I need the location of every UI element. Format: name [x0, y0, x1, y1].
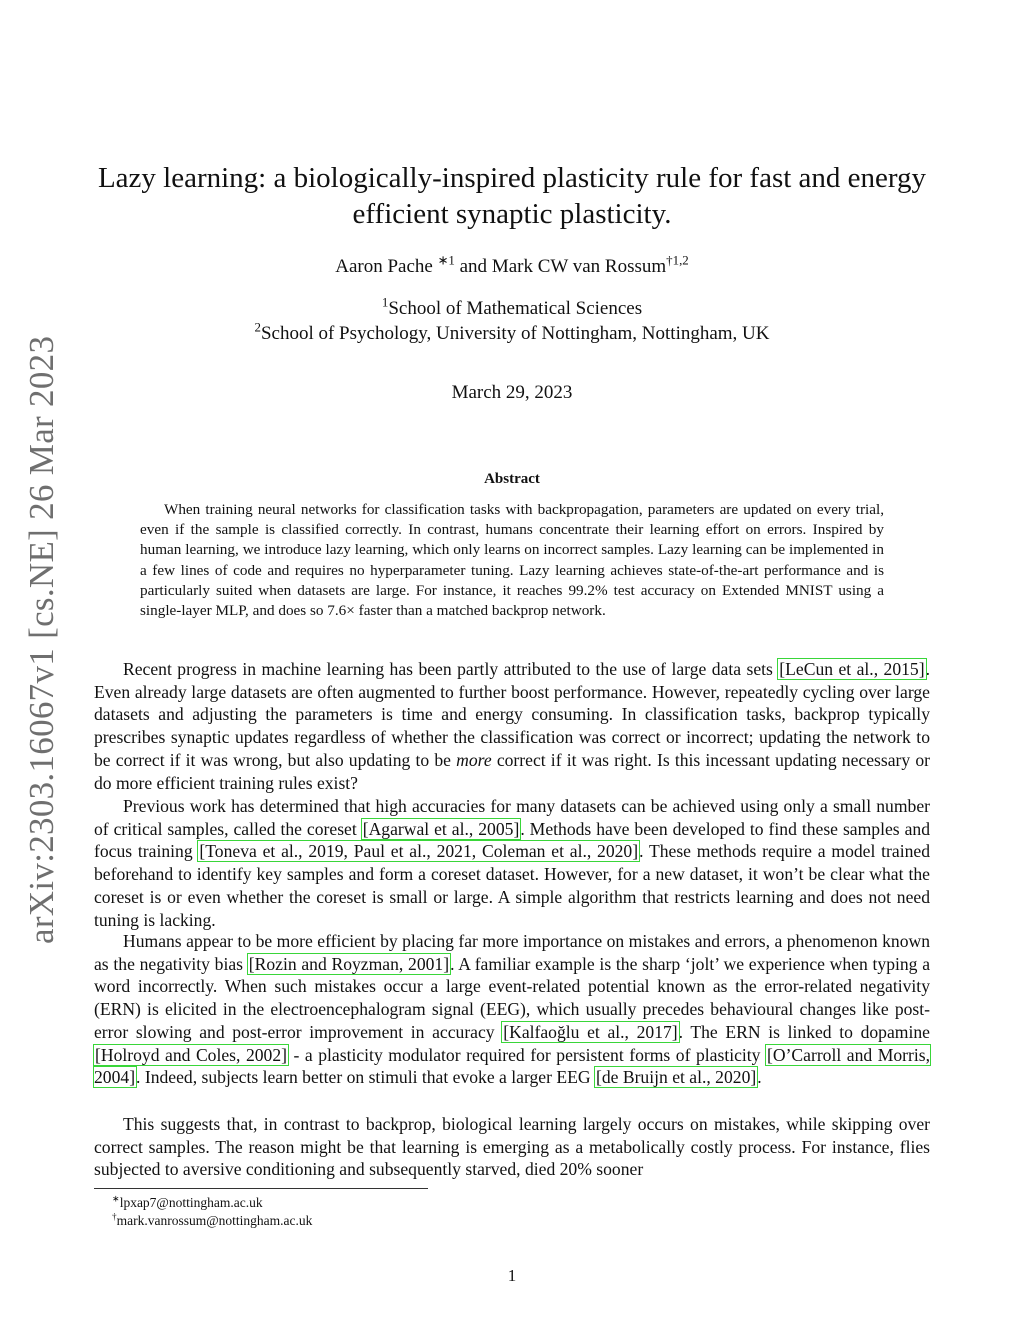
footnote — [112, 1194, 263, 1212]
text-run: correct if it was right. Is this incessant updating necessary or do more efficient training rules exist? — [94, 749, 930, 793]
affiliations — [90, 296, 934, 346]
affiliation-line — [90, 321, 934, 346]
text-run: Previous work has determined that high accuracies for many datasets can be achieved using only a small number of critical samples, called the coreset — [94, 796, 930, 839]
affiliation-mark: 2 — [254, 319, 261, 335]
citation-link[interactable]: [Agarwal et al., 2005] — [362, 818, 520, 839]
text-run: . Methods have been developed to find these samples and focus training — [94, 818, 931, 862]
author-connector: and — [454, 256, 492, 277]
text-run: Humans appear to be more efficient by placing far more importance on mistakes and errors, a phenomenon known as the negativity bias — [94, 931, 930, 974]
footnote-email[interactable]: lpxap7@nottingham.ac.uk — [119, 1195, 263, 1210]
author-marks: ∗1 — [437, 252, 455, 268]
author-name: Aaron Pache — [335, 256, 433, 277]
affiliation-mark: 1 — [381, 294, 389, 310]
footnote-mark: † — [112, 1211, 117, 1222]
citation-link[interactable]: [Kalfaoğlu et al., 2017] — [503, 1021, 678, 1042]
text-run: . A familiar example is the sharp ‘jolt’ we experience when typing a word incorrectly. When such mistakes occur a large event-related potential known as the error-related negativity (ERN) is elicited in the electroencephalogram signal (EEG), which usually precedes behavioural changes like post-error slowing and post-error improvement in accuracy — [94, 953, 931, 1042]
footnote-mark: ∗ — [112, 1193, 120, 1204]
author-marks: †1,2 — [666, 252, 689, 268]
text-run: . — [757, 1067, 762, 1088]
paper-date: March 29, 2023 — [451, 382, 573, 403]
text-run: Recent progress in machine learning has been partly attributed to the use of large data sets — [123, 659, 779, 679]
affiliation-text: School of Psychology, University of Nottingham, Nottingham, UK — [260, 323, 770, 344]
citation-link[interactable]: [LeCun et al., 2015] — [779, 659, 925, 679]
text-run: . Even already large datasets are often augmented to further boost performance. However, repeatedly cycling over large datasets and adjusting the parameters is time and energy consuming. In classification tasks, backprop typically prescribes synaptic updates regardless of whether the classification was correct or incorrect; updating the network to be correct if it was wrong, but also updating to be — [94, 659, 930, 770]
footnote-divider — [94, 1188, 428, 1189]
emphasis: more — [456, 749, 492, 770]
text-run: . The ERN is linked to dopamine — [678, 1021, 930, 1042]
paper-title: Lazy learning: a biologically-inspired plasticity rule for fast and energy efficient synaptic plasticity. — [97, 162, 927, 230]
citation-link[interactable]: [Toneva et al., 2019, Paul et al., 2021, Coleman et al., 2020] — [199, 841, 639, 862]
text-run: . Indeed, subjects learn better on stimuli that evoke a larger EEG — [136, 1067, 595, 1088]
citation-link[interactable]: [Holroyd and Coles, 2002] — [95, 1044, 287, 1065]
author-name: Mark CW van Rossum — [491, 256, 667, 277]
affiliation-text: School of Mathematical Sciences — [388, 298, 643, 319]
citation-link[interactable]: [de Bruijn et al., 2020] — [595, 1067, 757, 1088]
footnote — [112, 1212, 312, 1230]
page-number: 1 — [507, 1266, 517, 1285]
footnote-email[interactable]: mark.vanrossum@nottingham.ac.uk — [116, 1213, 313, 1228]
body-paragraph — [94, 795, 930, 931]
abstract-text: When training neural networks for classification tasks with backpropagation, parameters are updated on every trial, even if the sample is classified correctly. In contrast, humans concentrate their learning effort on errors. Inspired by human learning, we introduce lazy learning, which only learns on incorrect samples. Lazy learning can be implemented in a few lines of code and requires no hyperparameter tuning. Lazy learning achieves state-of-the-art performance and is particularly suited when datasets are large. For instance, it reaches 99.2% test accuracy on Extended MNIST using a single-layer MLP, and does so 7.6× faster than a matched backprop network. — [140, 501, 884, 620]
body-paragraph — [94, 1113, 930, 1181]
text-run: This suggests that, in contrast to backprop, biological learning largely occurs on mistakes, while skipping over correct samples. The reason might be that learning is emerging as a metabolically costly process. For instance, flies subjected to aversive conditioning and subsequently starved, died 20% sooner — [94, 1114, 930, 1180]
citation-link[interactable]: [O’Carroll and Morris, 2004] — [94, 1044, 930, 1088]
text-run: - a plasticity modulator required for persistent forms of plasticity — [288, 1044, 766, 1065]
body-paragraph — [94, 658, 930, 794]
affiliation-line — [90, 296, 934, 321]
author-list — [90, 254, 934, 280]
abstract-heading: Abstract — [484, 471, 540, 487]
arxiv-identifier: arXiv:2303.16067v1 [cs.NE] 26 Mar 2023 — [22, 335, 61, 944]
citation-link[interactable]: [Rozin and Royzman, 2001] — [248, 953, 450, 974]
body-paragraph — [94, 930, 930, 1089]
text-run: . These methods require a model trained beforehand to identify key samples and form a coreset dataset. However, for a new dataset, it won’t be clear what the coreset is or even whether the coreset is small or large. A simple algorithm that restricts learning and does not need tuning is lacking. — [94, 841, 930, 930]
